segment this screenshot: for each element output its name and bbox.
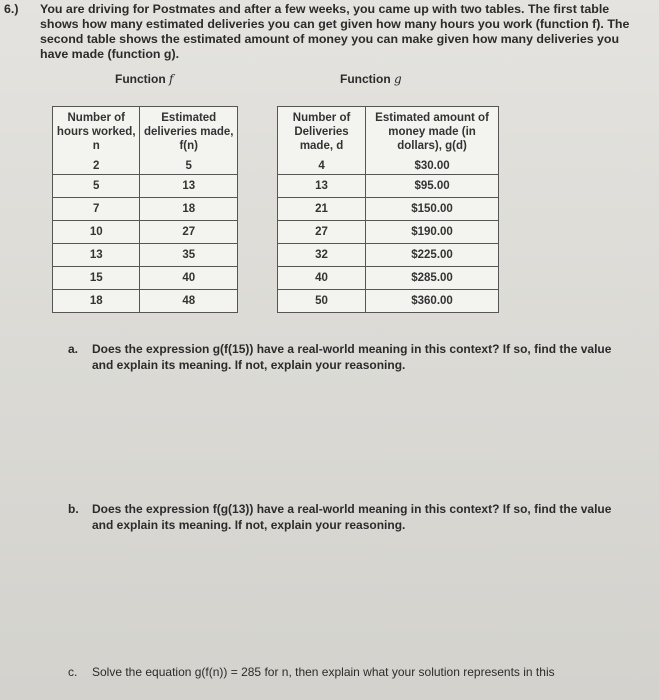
table-row — [53, 267, 238, 290]
cell: 7 — [53, 198, 140, 221]
question-a-label: a. — [68, 342, 79, 356]
question-a — [68, 341, 628, 373]
cell: 35 — [140, 244, 238, 267]
cell: 13 — [278, 175, 366, 198]
cell: $150.00 — [366, 198, 499, 221]
question-b — [68, 501, 628, 533]
header-deliveries: Estimated deliveries made, f(n) — [140, 107, 238, 158]
cell: 32 — [278, 244, 366, 267]
cell: 4 — [278, 157, 366, 175]
table-function-f — [52, 106, 238, 313]
cell: 10 — [53, 221, 140, 244]
cell: 27 — [140, 221, 238, 244]
table-function-g — [277, 106, 499, 313]
table-row — [278, 290, 499, 313]
table-row — [53, 221, 238, 244]
cell: 13 — [53, 244, 140, 267]
table-row — [278, 221, 499, 244]
header-hours: Number of hours worked, n — [53, 107, 140, 158]
cell: 40 — [278, 267, 366, 290]
cell: 18 — [53, 290, 140, 313]
table-row — [278, 157, 499, 175]
problem-text: You are driving for Postmates and after a few weeks, you came up with two tables. The first table shows how many estimated deliveries you can get given how many hours you work (function f). The second table shows the estimated amount of money you can make given how many deliveries you have made (function g). — [40, 2, 630, 61]
table-row — [53, 244, 238, 267]
table-row — [53, 157, 238, 175]
table-f-title: Function f — [115, 72, 174, 86]
table-header-row — [53, 107, 238, 158]
cell: $285.00 — [366, 267, 499, 290]
table-row — [278, 267, 499, 290]
table-row — [53, 290, 238, 313]
cell: $95.00 — [366, 175, 499, 198]
cell: $190.00 — [366, 221, 499, 244]
cell: 18 — [140, 198, 238, 221]
header-deliveries-made: Number of Deliveries made, d — [278, 107, 366, 158]
table-header-row — [278, 107, 499, 158]
question-b-label: b. — [68, 502, 79, 516]
cell: 5 — [53, 175, 140, 198]
cell: 27 — [278, 221, 366, 244]
cell: 48 — [140, 290, 238, 313]
table-g-title: Function g — [340, 72, 402, 86]
cell: $225.00 — [366, 244, 499, 267]
cell: 15 — [53, 267, 140, 290]
cell: $30.00 — [366, 157, 499, 175]
table-row — [278, 244, 499, 267]
question-a-text: Does the expression g(f(15)) have a real-world meaning in this context? If so, find the value and explain its meaning. If not, explain your reasoning. — [92, 342, 612, 372]
cell: 13 — [140, 175, 238, 198]
header-money-made: Estimated amount of money made (in dollars), g(d) — [366, 107, 499, 158]
table-row — [278, 175, 499, 198]
cell: 2 — [53, 157, 140, 175]
problem-number: 6.) — [4, 2, 19, 16]
question-b-text: Does the expression f(g(13)) have a real-world meaning in this context? If so, find the value and explain its meaning. If not, explain your reasoning. — [92, 502, 612, 532]
cell: 21 — [278, 198, 366, 221]
cell: 40 — [140, 267, 238, 290]
table-row — [53, 198, 238, 221]
cell: $360.00 — [366, 290, 499, 313]
table-row — [53, 175, 238, 198]
question-c — [68, 664, 628, 680]
problem-statement — [4, 2, 640, 62]
cell: 5 — [140, 157, 238, 175]
table-row — [278, 198, 499, 221]
cell: 50 — [278, 290, 366, 313]
question-c-text: Solve the equation g(f(n)) = 285 for n, then explain what your solution represents in this — [92, 665, 555, 679]
question-c-label: c. — [68, 665, 78, 679]
